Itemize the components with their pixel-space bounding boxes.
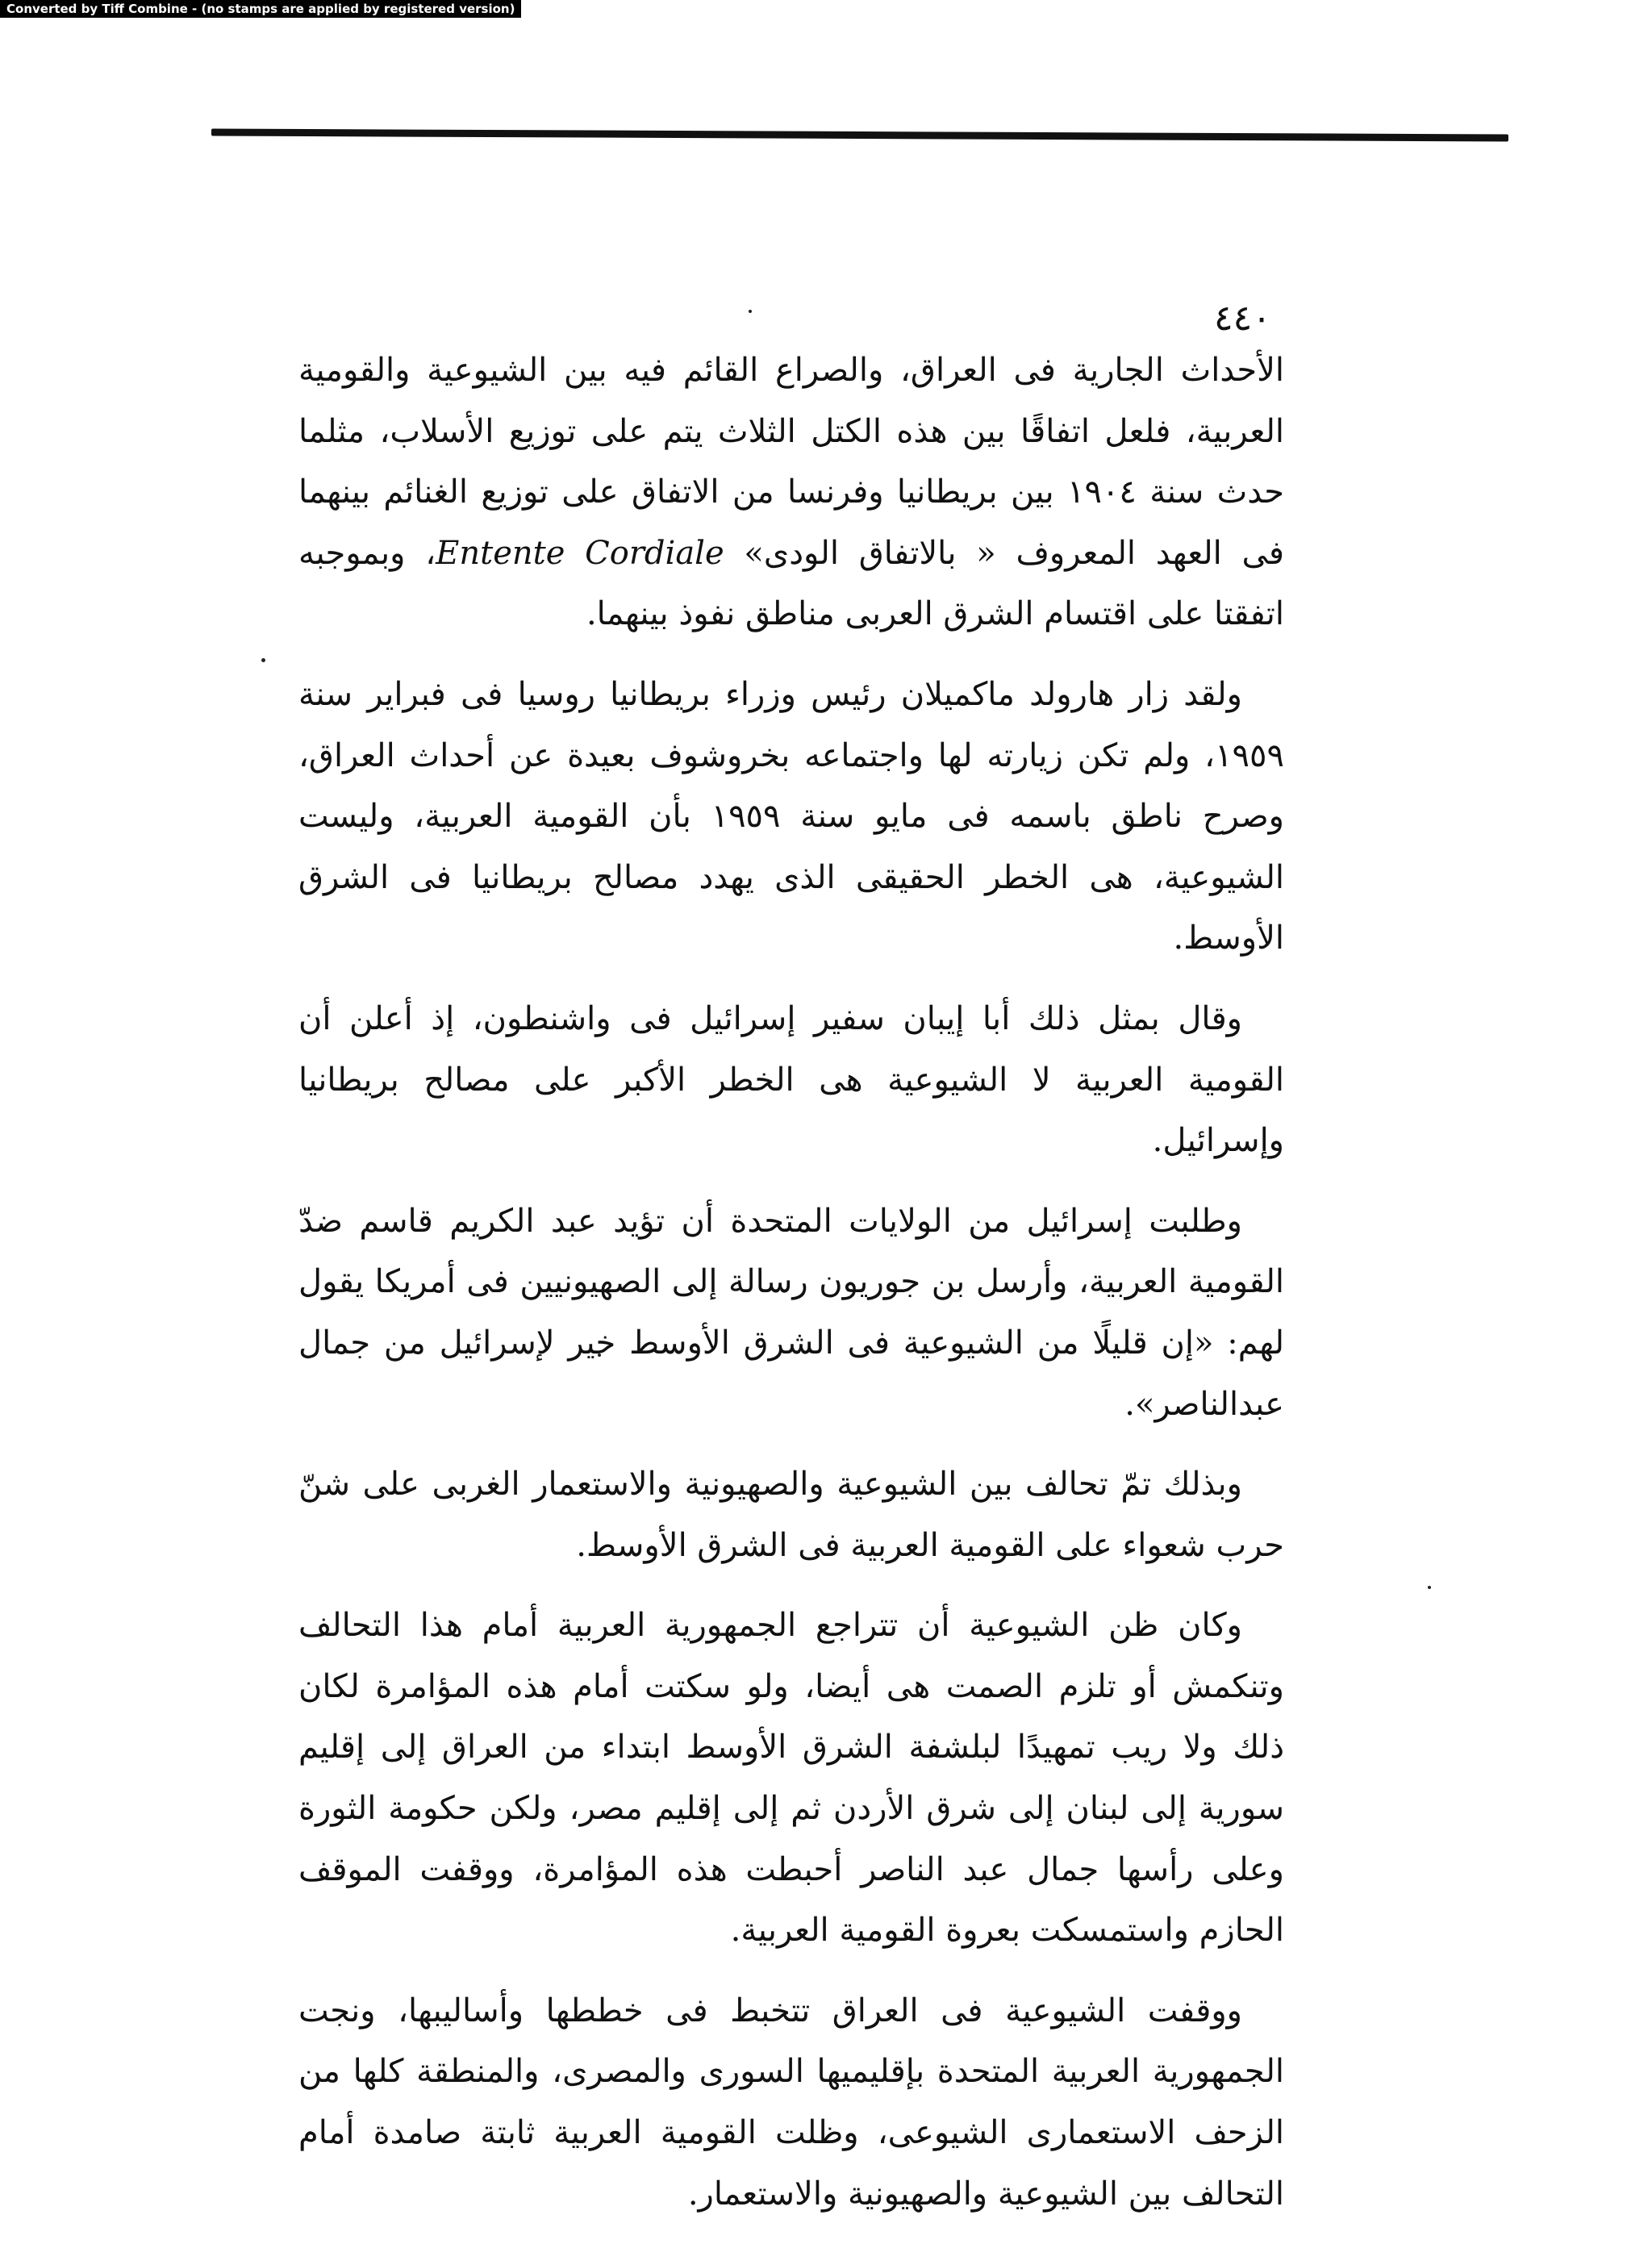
paragraph: ولقد زار هارولد ماكميلان رئيس وزراء بريطانيا روسيا فى فبراير سنة ١٩٥٩، ولم تكن زيارته لها واجتماعه بخروشوف بعيدة عن أحداث العراق، وصرح ناطق باسمه فى مايو سنة ١٩٥٩ بأن القومية العربية، وليست الشيوعية، هى الخطر الحقيقى الذى يهدد مصالح بريطانيا فى الشرق الأوسط. [298, 675, 1284, 957]
scan-speck [1428, 1586, 1431, 1589]
scan-speck [749, 310, 752, 313]
paragraph: وقال بمثل ذلك أبا إيبان سفير إسرائيل فى واشنطون، إذ أعلن أن القومية العربية لا الشيوعية هى الخطر الأكبر على مصالح بريطانيا وإسرائيل. [298, 999, 1284, 1160]
scan-speck [261, 658, 265, 662]
page-number: ٤٤٠ [1214, 298, 1271, 339]
paragraph: وكان ظن الشيوعية أن تتراجع الجمهورية العربية أمام هذا التحالف وتنكمش أو تلزم الصمت هى أيضا، ولو سكتت أمام هذه المؤامرة لكان ذلك ولا ريب تمهيدًا لبلشفة الشرق الأوسط ابتداء من العراق إلى إقليم سورية إلى لبنان إلى شرق الأردن ثم إلى إقليم مصر، ولكن حكومة الثورة وعلى رأسها جمال عبد الناصر أحبطت هذه المؤامرة، ووقفت الموقف الحازم واستمسكت بعروة القومية العربية. [298, 1607, 1284, 1950]
header-rule [211, 128, 1508, 141]
paragraph-text: الأحداث الجارية فى العراق، والصراع القائم فيه بين الشيوعية والقومية العربية، فلعل اتفاقًا بين هذه الكتل الثلاث يتم على توزيع الأسلاب، مثلما حدث سنة ١٩٠٤ بين بريطانيا وفرنسا من الاتفاق على توزيع الغنائم بينهما فى العهد المعروف « بالاتفاق الودى» [298, 352, 1285, 572]
body-text [298, 340, 1284, 2244]
paragraph-text-continued: ، وبموجبه اتفقتا على اقتسام الشرق العربى مناطق نفوذ بينهما. [298, 534, 1284, 633]
paragraph: وبذلك تمّ تحالف بين الشيوعية والصهيونية والاستعمار الغربى على شنّ حرب شعواء على القومية العربية فى الشرق الأوسط. [298, 1466, 1284, 1564]
converter-banner: Converted by Tiff Combine - (no stamps are applied by registered version) [0, 0, 521, 18]
paragraph: ووقفت الشيوعية فى العراق تتخبط فى خططها وأساليبها، ونجت الجمهورية العربية المتحدة بإقليميها السورى والمصرى، والمنطقة كلها من الزحف الاستعمارى الشيوعى، وظلت القومية العربية ثابتة صامدة أمام التحالف بين الشيوعية والصهيونية والاستعمار. [298, 1992, 1284, 2213]
paragraph: وطلبت إسرائيل من الولايات المتحدة أن تؤيد عبد الكريم قاسم ضدّ القومية العربية، وأرسل بن جوريون رسالة إلى الصهيونيين فى أمريكا يقول لهم: «إن قليلًا من الشيوعية فى الشرق الأوسط خير لإسرائيل من جمال عبدالناصر». [298, 1202, 1285, 1423]
latin-term: Entente Cordiale [436, 534, 724, 572]
paragraph [298, 340, 1284, 645]
